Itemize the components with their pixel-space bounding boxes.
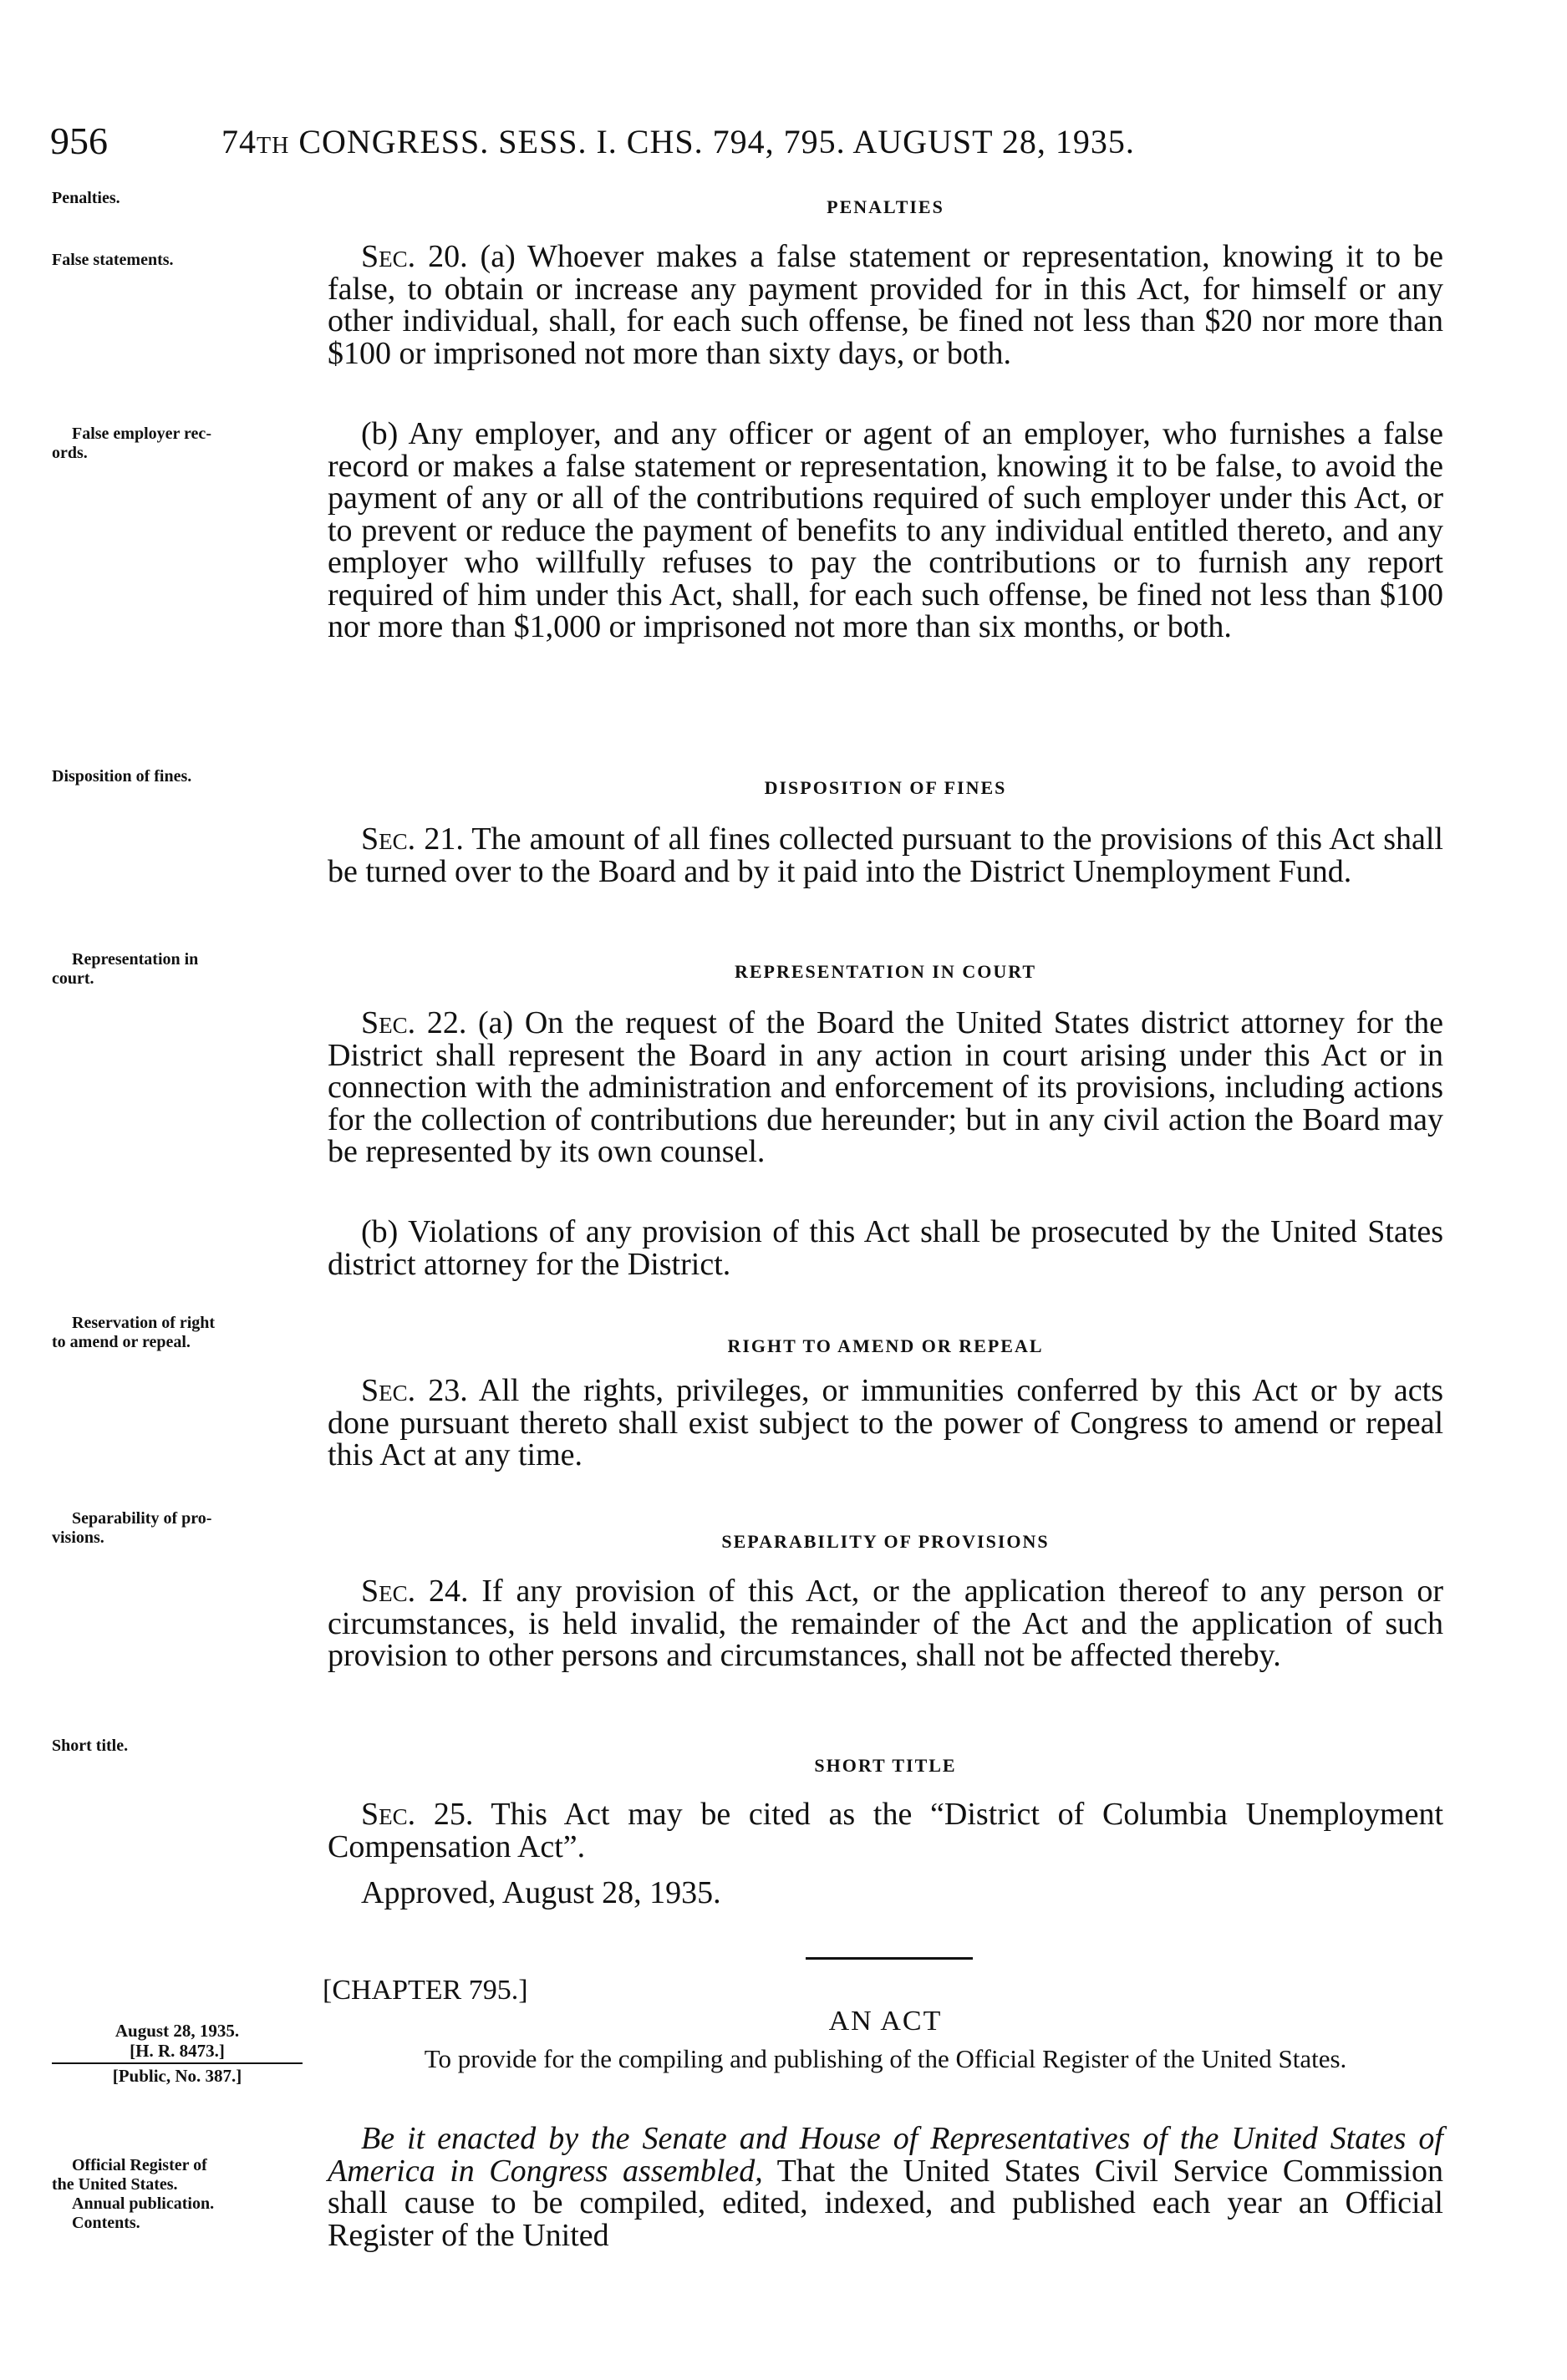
margin-note-separability: Separability of pro- visions. [52, 1509, 212, 1547]
section-heading-separability: SEPARABILITY OF PROVISIONS [721, 1531, 1050, 1552]
chapter-separator-rule [806, 1957, 973, 1960]
margin-note-short-title: Short title. [52, 1737, 129, 1755]
page-number: 956 [50, 120, 108, 162]
margin-note-false-employer-records: False employer rec- ords. [52, 425, 211, 462]
section-heading-amend: RIGHT TO AMEND OR REPEAL [727, 1335, 1044, 1356]
section-heading-disposition: DISPOSITION OF FINES [764, 777, 1007, 798]
section-label: Sec. 23. [361, 1373, 468, 1408]
section-heading-short-title: SHORT TITLE [814, 1755, 957, 1776]
section-label: Sec. 25. [361, 1797, 474, 1832]
section-23: Sec. 23. All the rights, privileges, or immunities conferred by this Act or by acts done pursuant thereto shall exist subject to the power of Congress to amend or repeal this Act at any time. [328, 1373, 1443, 1472]
section-24: Sec. 24. If any provision of this Act, or the application thereof to any person or circumstances, is held invalid, the remainder of the Act and the application of such provision to other persons and circumstances, shall not be affected thereby. [328, 1574, 1443, 1673]
running-title: 74TH CONGRESS. SESS. I. CHS. 794, 795. AUGUST 28, 1935. [221, 123, 1135, 160]
margin-note-reservation-of-right: Reservation of right to amend or repeal. [52, 1314, 216, 1351]
margin-note-penalties: Penalties. [52, 189, 120, 207]
act-purpose: To provide for the compiling and publishing of the Official Register of the United States. [424, 2044, 1347, 2073]
margin-note-official-register: Official Register of the United States. Annual publication. Contents. [52, 2156, 215, 2232]
section-label: Sec. 24. [361, 1574, 469, 1609]
margin-note-disposition-of-fines: Disposition of fines. [52, 767, 192, 786]
section-label: Sec. 20. [361, 239, 468, 274]
bill-info [52, 2021, 303, 2086]
section-20b: (b) Any employer, and any officer or agent of an employer, who furnishes a false record or makes a false statement or representation, knowing it to be false, to avoid the payment of any or all of the contributions required of such employer under this Act, or to prevent or reduce the payment of benefits to any individual entitled thereto, and any employer who willfully refuses to pay the contributions or to furnish any report required of him under this Act, shall, for each such offense, be fined not less than $100 nor more than $1,000 or imprisoned not more than six months, or both. [328, 416, 1443, 644]
approval-date: August 28, 1935. [114, 2021, 240, 2041]
section-22b: (b) Violations of any provision of this Act shall be prosecuted by the United States district attorney for the District. [328, 1214, 1443, 1282]
section-21: Sec. 21. The amount of all fines collected pursuant to the provisions of this Act shall be turned over to the Board and by it paid into the District Unemployment Fund. [328, 821, 1443, 889]
section-label: Sec. 22. [361, 1005, 467, 1040]
an-act-title: AN ACT [828, 2006, 943, 2037]
section-label: Sec. 21. [361, 821, 464, 857]
section-20a: Sec. 20. (a) Whoever makes a false statement or representation, knowing it to be false, to obtain or increase any payment provided for in this Act, for himself or any other individual, shall, for each such offense, be fined not less than $20 nor more than $100 or imprisoned not more than sixty days, or both. [328, 239, 1443, 371]
running-header [50, 119, 1437, 169]
section-22a: Sec. 22. (a) On the request of the Board the United States district attorney for the District shall represent the Board in any action in court arising under this Act or in connection with the administration and enforcement of its provisions, including actions for the collection of contributions due hereunder; but in any civil action the Board may be represented by its own counsel. [328, 1005, 1444, 1169]
house-bill-number: [H. R. 8473.] [130, 2041, 225, 2061]
enacting-clause: Be it enacted by the Senate and House of Representatives of the United States of America in Congress assembled, That the United States Civil Service Commission shall cause to be compiled, edited, indexed, and published each year an Official Register of the United [328, 2121, 1443, 2253]
section-heading-representation: REPRESENTATION IN COURT [734, 961, 1036, 982]
margin-note-representation-in-court: Representation in court. [52, 950, 199, 988]
public-law-number: [Public, No. 387.] [112, 2066, 242, 2086]
chapter-label: [CHAPTER 795.] [323, 1975, 528, 2006]
section-25: Sec. 25. This Act may be cited as the “District of Columbia Unemployment Compensation Act”. [328, 1797, 1444, 1864]
approval-line: Approved, August 28, 1935. [361, 1875, 721, 1910]
section-heading-penalties: PENALTIES [827, 196, 944, 217]
margin-note-false-statements: False statements. [52, 251, 174, 269]
bill-info-divider [52, 2062, 303, 2064]
